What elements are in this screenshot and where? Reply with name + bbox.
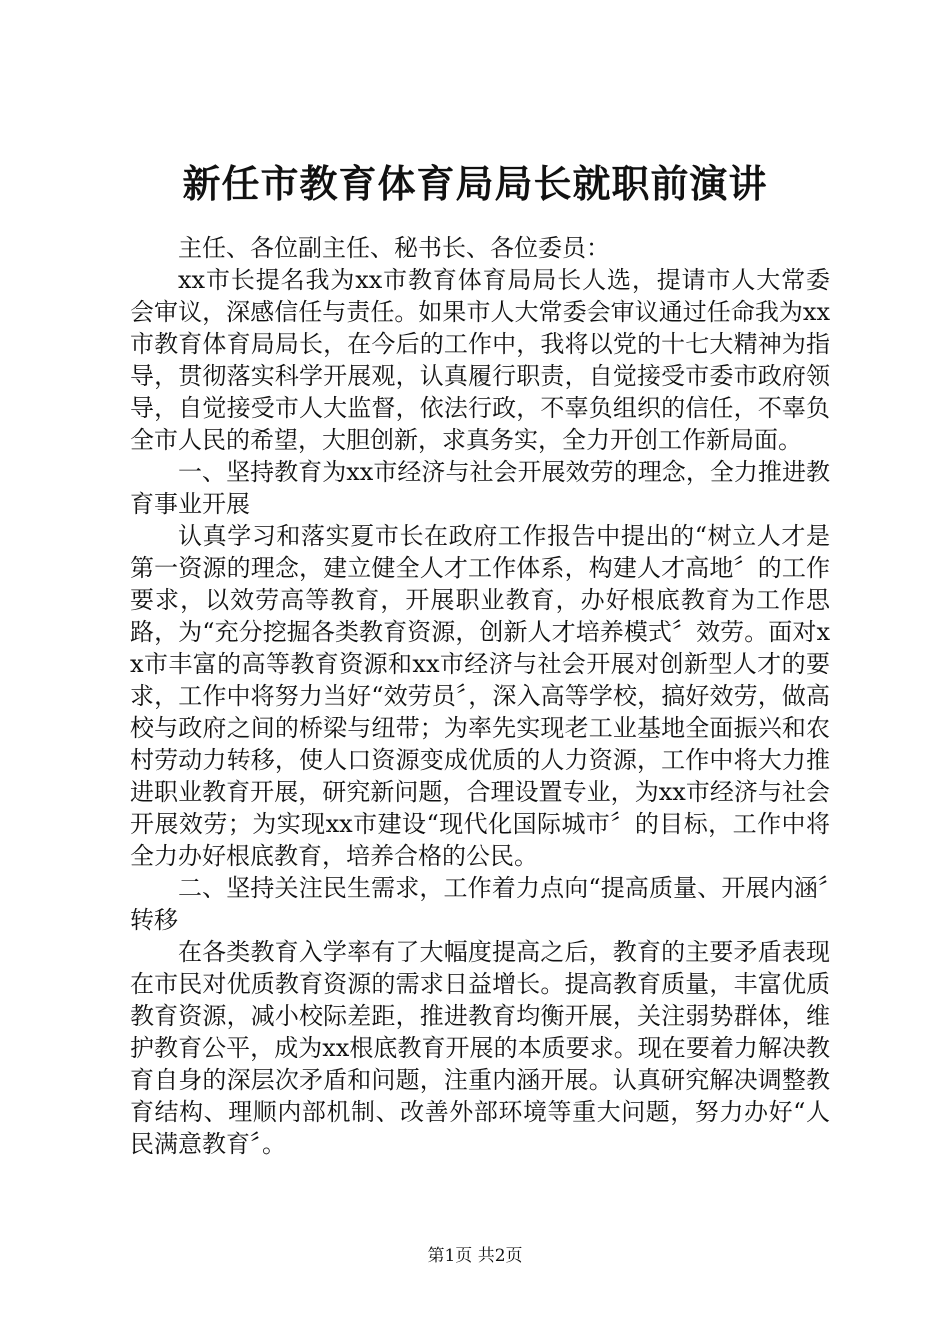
intro-paragraph: xx市长提名我为xx市教育体育局局长人选，提请市人大常委会审议，深感信任与责任。如果市人大常委会审议通过任命我为xx市教育体育局局长，在今后的工作中，我将以党的十七大精神为指导，贯彻落实科学开展观，认真履行职责，自觉接受市委市政府领导，自觉接受市人大监督，依法行政，不辜负组织的信任，不辜负全市人民的希望，大胆创新，求真务实，全力开创工作新局面。 (130, 266, 830, 454)
section-1-paragraph: 认真学习和落实夏市长在政府工作报告中提出的“树立人才是第一资源的理念，建立健全人才工作体系，构建人才高地〞的工作要求，以效劳高等教育，开展职业教育，办好根底教育为工作思路，为“充分挖掘各类教育资源，创新人才培养模式〞效劳。面对xx市丰富的高等教育资源和xx市经济与社会开展对创新型人才的要求，工作中将努力当好“效劳员〞，深入高等学校，搞好效劳，做高校与政府之间的桥梁与纽带；为率先实现老工业基地全面振兴和农村劳动力转移，使人口资源变成优质的人力资源，工作中将大力推进职业教育开展，研究新问题，合理设置专业，为xx市经济与社会开展效劳；为实现xx市建设“现代化国际城市〞的目标，工作中将全力办好根底教育，培养合格的公民。 (130, 522, 830, 870)
salutation-paragraph: 主任、各位副主任、秘书长、各位委员： (178, 234, 610, 262)
section-2-paragraph: 在各类教育入学率有了大幅度提高之后，教育的主要矛盾表现在市民对优质教育资源的需求日益增长。提高教育质量，丰富优质教育资源，减小校际差距，推进教育均衡开展，关注弱势群体，维护教育公平，成为xx根底教育开展的本质要求。现在要着力解决教育自身的深层次矛盾和问题，注重内涵开展。认真研究解决调整教育结构、理顺内部机制、改善外部环境等重大问题，努力办好“人民满意教育〞。 (130, 938, 830, 1158)
section-heading-1: 一、坚持教育为xx市经济与社会开展效劳的理念，全力推进教育事业开展 (130, 458, 830, 518)
page-title: 新任市教育体育局局长就职前演讲 (182, 161, 768, 206)
section-heading-2: 二、坚持关注民生需求，工作着力点向“提高质量、开展内涵〞转移 (130, 874, 830, 934)
document-body (130, 232, 830, 1160)
page-number-footer: 第1页 共2页 (427, 1246, 523, 1266)
